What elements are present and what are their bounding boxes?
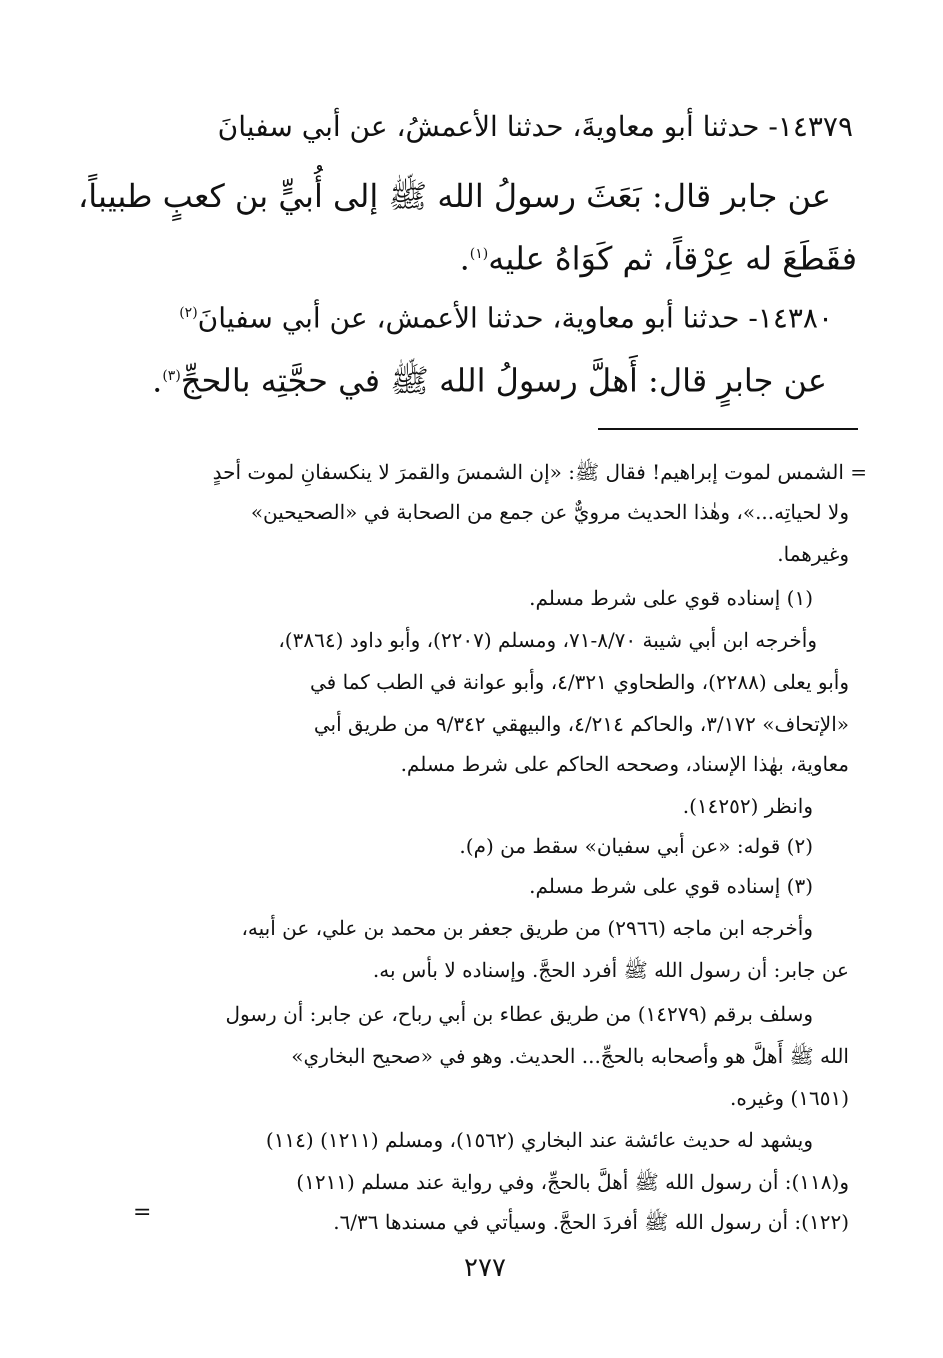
punct2: .	[152, 361, 163, 400]
note-line-13: عن جابر: أن رسول الله ﷺ أفرد الحجَّ. وإسناده لا بأس به.	[372, 958, 849, 982]
hadith-14379-isnad: ١٤٣٧٩- حدثنا أبو معاويةَ، حدثنا الأعمشُ، عن أبي سفيانَ	[217, 110, 853, 143]
note-line-19: (١٢٢): أن رسول الله ﷺ أفردَ الحجَّ. وسيأتي في مسندها ٦/٣٦.	[333, 1210, 849, 1234]
hadith-14380-isnad-text: ١٤٣٨٠- حدثنا أبو معاوية، حدثنا الأعمش، عن أبي سفيانَ	[197, 301, 833, 335]
note-line-9: وانظر (١٤٢٥٢).	[682, 794, 813, 818]
hadith-14379-text-line2	[460, 226, 857, 287]
note-line-4: (١) إسناده قوي على شرط مسلم.	[529, 586, 813, 610]
footnote-ref-2: (٢)	[179, 305, 198, 321]
note-line-10: (٢) قوله: «عن أبي سفيان» سقط من (م).	[459, 834, 813, 858]
note-line-6: وأبو يعلى (٢٢٨٨)، والطحاوي ٤/٣٢١، وأبو عوانة في الطب كما في	[309, 670, 849, 694]
note-line-2: ولا لحياتِه...»، وهٰذا الحديث مرويٌّ عن جمع من الصحابة في «الصحيحين»	[250, 500, 849, 524]
hadith-14380-text	[152, 348, 827, 409]
hadith-14380-isnad	[179, 288, 833, 343]
hadith-14380-text-body: عن جابرٍ قال: أَهلَّ رسولُ الله ﷺ في حجَّتِه بالحجِّ	[180, 361, 827, 400]
note-line-16: (١٦٥١) وغيره.	[730, 1086, 849, 1110]
page-number: ٢٧٧	[464, 1253, 506, 1283]
note-line-5: وأخرجه ابن أبي شيبة ٨/٧٠-٧١، ومسلم (٢٢٠٧)، وأبو داود (٣٨٦٤)،	[278, 628, 817, 652]
note-line-3: وغيرهما.	[777, 542, 849, 566]
note-line-7: «الإتحاف» ٣/١٧٢، والحاكم ٤/٢١٤، والبيهقي ٩/٣٤٢ من طريق أبي	[313, 712, 849, 736]
note-line-8: معاوية، بهٰذا الإسناد، وصححه الحاكم على شرط مسلم.	[400, 752, 849, 776]
footnote-ref-3: (٣)	[162, 368, 181, 384]
continuation-mark: =	[133, 1200, 152, 1225]
note-line-1: = الشمس لموت إبراهيم! فقال ﷺ: «إن الشمسَ والقمرَ لا ينكسفانِ لموت أحدٍ	[212, 460, 867, 484]
punct: .	[459, 239, 470, 278]
note-line-12: وأخرجه ابن ماجه (٢٩٦٦) من طريق جعفر بن محمد بن علي، عن أبيه،	[241, 916, 813, 940]
note-line-15: الله ﷺ أَهلَّ هو وأصحابه بالحجِّ... الحديث. وهو في «صحيح البخاري»	[291, 1044, 849, 1068]
note-line-17: ويشهد له حديث عائشة عند البخاري (١٥٦٢)، ومسلم (١٢١١) (١١٤)	[265, 1128, 813, 1152]
note-line-18: و(١١٨): أن رسول الله ﷺ أهلَّ بالحجِّ، وفي رواية عند مسلم (١٢١١)	[296, 1170, 849, 1194]
footnote-ref-1: (١)	[469, 246, 489, 262]
footnote-separator	[598, 428, 858, 430]
hadith-14379-text-line1: عن جابر قال: بَعَثَ رسولُ الله ﷺ إلى أُبيٍّ بن كعبٍ طبيباً،	[77, 177, 831, 215]
note-line-14: وسلف برقم (١٤٢٧٩) من طريق عطاء بن أبي رباح، عن جابر: أن رسول	[225, 1002, 813, 1026]
note-line-11: (٣) إسناده قوي على شرط مسلم.	[529, 874, 813, 898]
hadith-14379-text: فقَطَعَ له عِرْقاً، ثم كَوَاهُ عليه	[488, 239, 857, 278]
